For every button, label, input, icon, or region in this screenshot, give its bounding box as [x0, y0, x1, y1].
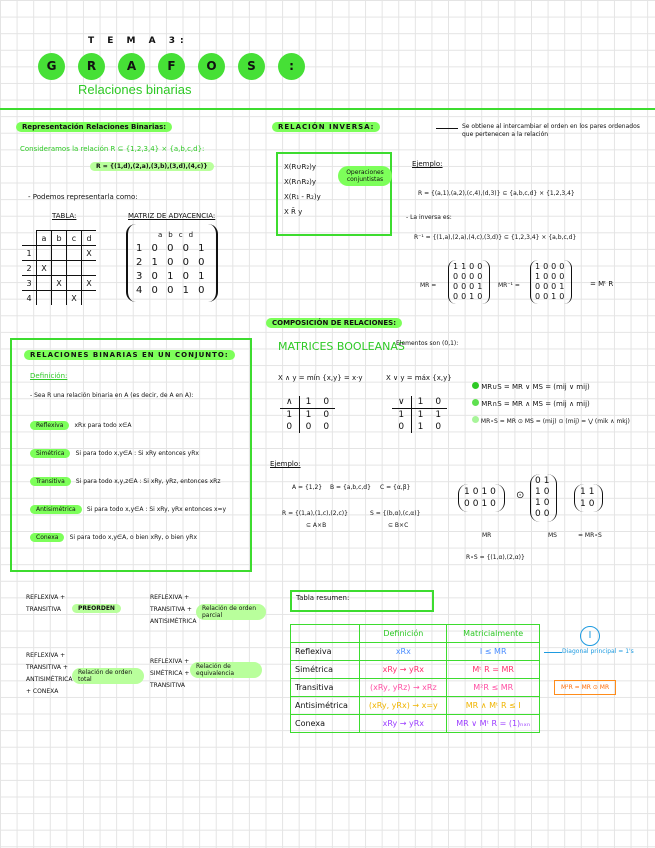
relation-table: [22, 230, 96, 305]
table-row: [291, 661, 540, 679]
prop-row: [30, 524, 242, 543]
grafos-letter: :: [278, 53, 305, 80]
order-label: Relación de orden parcial: [196, 604, 266, 620]
diag-note: Diagonal principal = 1's: [562, 648, 634, 655]
grafos-letter: R: [78, 53, 105, 80]
prop-name: Transitiva: [291, 679, 360, 697]
order-items: REFLEXIVA + TRANSITIVA + ANTISIMÉTRICA: [150, 594, 197, 625]
matriz-label: MATRIZ DE ADYACENCIA:: [128, 212, 216, 220]
prop-name: Antisimétrica: [30, 505, 82, 514]
table-row: [22, 291, 96, 306]
matrix-row: 1 0 0 0 1: [136, 243, 208, 254]
comp-R: R = {(1,a),(1,c),(2,c)}: [282, 510, 348, 517]
table-cell: X: [67, 291, 82, 306]
table-row: [280, 421, 335, 433]
resumen-title: Tabla resumen:: [296, 594, 350, 602]
prop-matrix: MR ∨ Mᵗ R = (1)ₙₓₙ: [447, 715, 540, 733]
table-cell: X: [52, 276, 67, 291]
rbc-sea: - Sea R una relación binaria en A (es decir, de A en A):: [30, 392, 194, 399]
comp-matrix-MR: 1010 0010: [458, 484, 505, 512]
table-row: [392, 396, 447, 409]
table-cell: 0: [392, 421, 411, 433]
order-label: PREORDEN: [72, 604, 121, 613]
identity-icon: I: [580, 626, 600, 646]
table-cell: [52, 261, 67, 276]
table-row: [22, 261, 96, 276]
table-cell: [82, 291, 97, 306]
prop-matrix: I ≤ MR: [447, 643, 540, 661]
or-def: X ∨ y = máx {x,y}: [386, 374, 452, 382]
table-cell: ∧: [280, 396, 299, 409]
rbc-title: RELACIONES BINARIAS EN UN CONJUNTO:: [24, 350, 235, 360]
matrix-row: 3 0 1 0 1: [136, 271, 208, 282]
table-header: d: [82, 231, 97, 246]
or-table: [392, 396, 447, 433]
formula-composition: [472, 416, 652, 425]
prop-name: Conexa: [291, 715, 360, 733]
prop-matrix: Mᵗ R = MR: [447, 661, 540, 679]
formula-union: [472, 382, 652, 391]
comp-matrix-MRoS: 11 10: [574, 484, 603, 512]
row-header: 2: [22, 261, 37, 276]
comp-ms-label: MS: [548, 532, 557, 539]
comp-ejemplo: Ejemplo:: [270, 460, 301, 468]
prop-def: xRx: [360, 643, 447, 661]
prop-matrix: M²R ≤ MR: [447, 679, 540, 697]
table-cell: ∨: [392, 396, 411, 409]
inv-title: RELACIÓN INVERSA:: [272, 122, 380, 132]
order-label: Relación de equivalencia: [190, 662, 262, 678]
grafos-title: [38, 53, 318, 80]
rep-title: Representación Relaciones Binarias:: [16, 122, 172, 132]
inv-ejemplo: Ejemplo:: [412, 160, 443, 168]
comp-mb-note: Elementos son (0,1):: [396, 340, 459, 347]
table-cell: X: [82, 246, 97, 261]
subtitle: Relaciones binarias: [78, 82, 192, 97]
inv-arrow: [436, 128, 458, 129]
inv-note: Se obtiene al intercambiar el orden en los pares ordenados que pertenecen a la relación: [462, 123, 640, 138]
table-cell: 1: [435, 410, 442, 420]
grafos-letter: O: [198, 53, 225, 80]
table-cell: [67, 276, 82, 291]
matrix-row: 4 0 0 1 0: [136, 285, 208, 296]
order-items: REFLEXIVA + TRANSITIVA: [26, 594, 66, 613]
table-cell: [52, 291, 67, 306]
table-row: [392, 409, 447, 422]
table-row: [392, 421, 447, 433]
formula-list: [472, 382, 652, 425]
table-header: Matricialmente: [447, 625, 540, 643]
summary-table: [290, 624, 540, 733]
prop-row: [30, 440, 242, 459]
table-header: a: [37, 231, 52, 246]
rep-can: - Podemos representarla como:: [28, 193, 138, 201]
tabla-label: TABLA:: [52, 212, 77, 220]
comp-mr-label: MR: [482, 532, 492, 539]
table-row: [22, 246, 96, 261]
prop-name: Conexa: [30, 533, 64, 542]
prop-text: Si para todo x,y∈A : Si xRy entonces yRx: [75, 450, 199, 457]
table-header: Definición: [360, 625, 447, 643]
ops-label: Operaciones conjuntistas: [338, 166, 392, 186]
adjacency-matrix: abcd 1 0 0 0 1 2 1 0 0 0 3 0 1 0 1 4 0 0 1 0: [126, 224, 218, 302]
inv-R: R = {(a,1),(a,2),(c,4),(d,3)} ⊆ {a,b,c,d} × {1,2,3,4}: [418, 190, 575, 197]
table-row: [22, 276, 96, 291]
prop-def: xRy → yRx: [360, 661, 447, 679]
comp-ros: R∘S = {(1,α),(2,α)}: [466, 554, 525, 561]
prop-matrix: MR ∧ Mᵗ R ≤ I: [447, 697, 540, 715]
compose-op: ⊙: [516, 490, 525, 501]
table-cell: 1: [305, 410, 312, 420]
comp-S: S = {(b,α),(c,α)}: [370, 510, 421, 517]
comp-A: A = {1,2}: [292, 484, 323, 491]
table-row: [291, 715, 540, 733]
table-header: c: [67, 231, 82, 246]
table-cell: 0: [280, 421, 299, 433]
inv-result: = Mᵗ R: [590, 280, 614, 288]
grafos-letter: G: [38, 53, 65, 80]
table-cell: 1: [417, 397, 424, 407]
rbc-def: Definición:: [30, 372, 68, 380]
table-cell: 0: [323, 422, 330, 432]
prop-name: Simétrica: [291, 661, 360, 679]
prop-text: Si para todo x,y∈A, o bien xRy, o bien yRx: [69, 534, 197, 541]
prop-name: Reflexiva: [291, 643, 360, 661]
table-row: [280, 396, 335, 409]
formula-intersection: [472, 399, 652, 408]
table-row: [291, 643, 540, 661]
diag-arrow: [544, 652, 562, 653]
grafos-letter: A: [118, 53, 145, 80]
formula-text: MR∪S = MR ∨ MS = (mij ∨ mij): [481, 383, 590, 391]
prop-row: [30, 496, 242, 515]
prop-name: Transitiva: [30, 477, 71, 486]
rbc-props: [30, 412, 242, 543]
op-item: X R̄ y: [284, 208, 303, 216]
table-cell: 0: [305, 422, 312, 432]
grafos-letter: S: [238, 53, 265, 80]
prop-text: Si para todo x,y,z∈A : Si xRy, yRz, entonces xRz: [75, 478, 221, 485]
comp-mb: MATRICES BOOLEANAS: [278, 340, 405, 353]
rep-R: R = {(1,d),(2,a),(3,b),(3,d),(4,c)}: [90, 162, 214, 171]
order-items: REFLEXIVA + TRANSITIVA + ANTISIMÉTRICA + CONEXA: [26, 652, 73, 695]
table-cell: 0: [323, 397, 330, 407]
comp-matrix-MS: 01 10 10 00: [530, 474, 557, 522]
table-cell: X: [37, 261, 52, 276]
table-row: [280, 409, 335, 422]
table-cell: [37, 291, 52, 306]
op-item: X(R∩R₂)y: [284, 178, 317, 186]
table-cell: 1: [280, 409, 299, 422]
prop-def: (xRy, yRx) → x=y: [360, 697, 447, 715]
table-cell: 0: [323, 410, 330, 420]
order-label: Relación de orden total: [72, 668, 144, 684]
inv-Rinv: R⁻¹ = {(1,a),(2,a),(4,c),(3,d)} ⊆ {1,2,3,4} × {a,b,c,d}: [414, 234, 577, 241]
comp-B: B = {a,b,c,d}: [330, 484, 371, 491]
row-header: 1: [22, 246, 37, 261]
grafos-letter: F: [158, 53, 185, 80]
inv-matrix-MRinv: 1000 1000 0001 0010: [530, 260, 572, 304]
op-item: X(R∪R₂)y: [284, 163, 317, 171]
matrix-row: 2 1 0 0 0: [136, 257, 208, 268]
table-row: [291, 625, 540, 643]
prop-def: xRy → yRx: [360, 715, 447, 733]
prop-name: Simétrica: [30, 449, 70, 458]
prop-name: Antisimétrica: [291, 697, 360, 715]
table-row: [291, 679, 540, 697]
formula-text: MR∩S = MR ∧ MS = (mij ∧ mij): [481, 400, 590, 408]
prop-row: [30, 412, 242, 431]
inv-MR: MR =: [420, 282, 437, 289]
comp-R-sub: ⊆ A×B: [306, 522, 327, 529]
comp-mros-label: = MR∘S: [578, 532, 602, 539]
order-items: REFLEXIVA + SIMÉTRICA + TRANSITIVA: [150, 658, 190, 689]
prop-row: [30, 468, 242, 487]
table-cell: [37, 246, 52, 261]
tema-label: T E M A 3:: [88, 36, 189, 46]
table-cell: 0: [435, 397, 442, 407]
ops-list: [284, 160, 321, 220]
comp-S-sub: ⊆ B×C: [388, 522, 409, 529]
and-def: X ∧ y = mín {x,y} = x·y: [278, 374, 363, 382]
table-header: [291, 625, 360, 643]
table-cell: [52, 246, 67, 261]
table-cell: X: [82, 276, 97, 291]
prop-text: Si para todo x,y∈A : Si xRy, yRx entonces x=y: [86, 506, 227, 513]
table-cell: [67, 261, 82, 276]
formula-text: MR∘S = MR ⊙ MS = (mij) ⊙ (mij) = ⋁ (mik ∧ mkj): [480, 418, 630, 425]
table-cell: 1: [417, 410, 424, 420]
prop-text: xRx para todo x∈A: [74, 422, 132, 429]
row-header: 4: [22, 291, 37, 306]
table-row: [291, 697, 540, 715]
table-header: b: [52, 231, 67, 246]
inv-matrix-MR: 1100 0000 0001 0010: [448, 260, 490, 304]
comp-title: COMPOSICIÓN DE RELACIONES:: [266, 318, 402, 328]
table-cell: 1: [417, 422, 424, 432]
table-cell: [67, 246, 82, 261]
inv-inversa: - La inversa es:: [406, 214, 452, 221]
rep-consider: Consideramos la relación R ⊆ {1,2,3,4} × {a,b,c,d}:: [20, 145, 205, 153]
and-table: [280, 396, 335, 433]
table-row: [22, 231, 96, 246]
row-header: 3: [22, 276, 37, 291]
m2-note: M²R = MR ⊙ MR: [554, 680, 616, 695]
table-cell: 1: [392, 409, 411, 422]
prop-name: Reflexiva: [30, 421, 69, 430]
inv-MRinv: MR⁻¹ =: [498, 282, 520, 289]
op-item: X(R₁ - R₂)y: [284, 193, 321, 201]
table-cell: 0: [435, 422, 442, 432]
header-rule: [0, 108, 655, 110]
table-cell: 1: [305, 397, 312, 407]
table-cell: [37, 276, 52, 291]
comp-C: C = {α,β}: [380, 484, 411, 491]
table-cell: [82, 261, 97, 276]
prop-def: (xRy, yRz) → xRz: [360, 679, 447, 697]
